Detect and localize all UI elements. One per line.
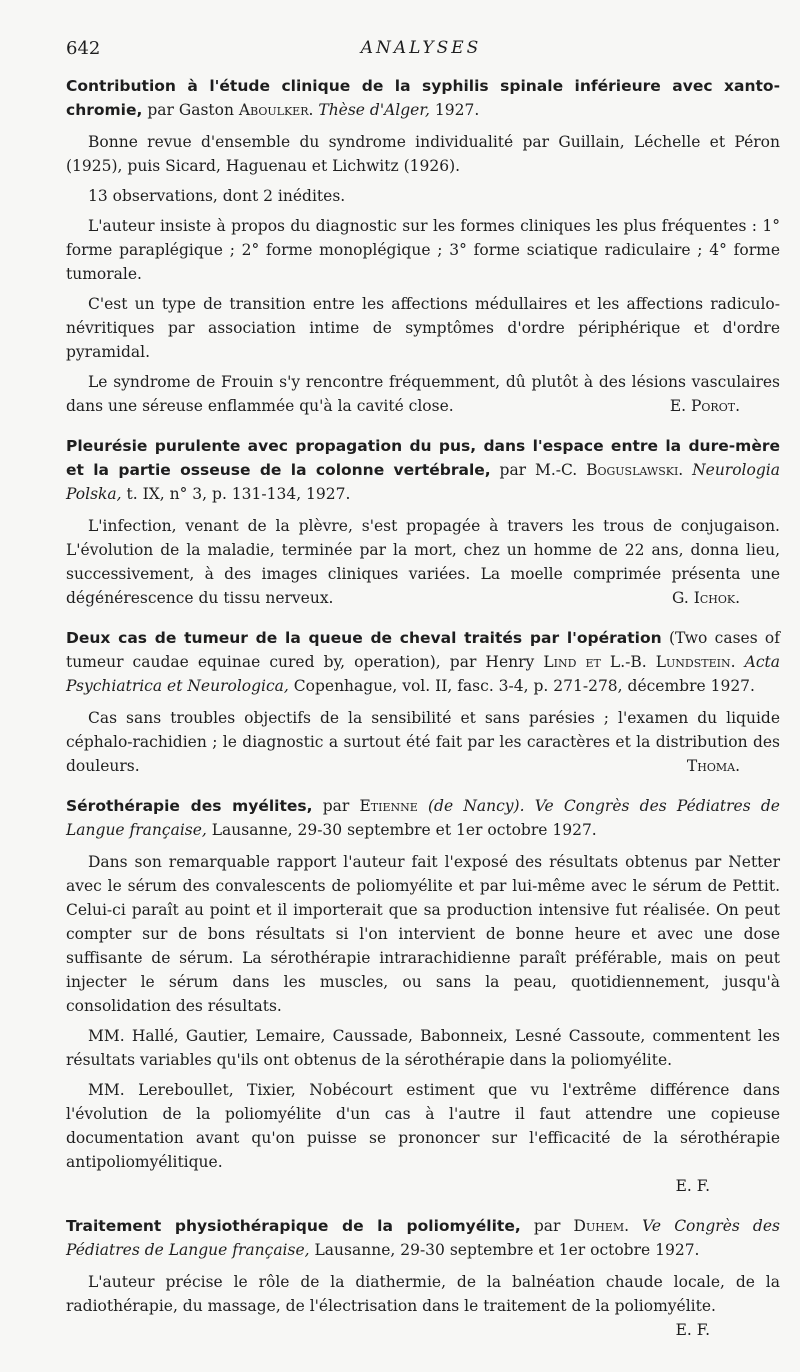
article-title: Traitement physiothérapique de la poliomyélite,	[66, 1217, 521, 1235]
article-paragraph: 13 observations, dont 2 inédites.	[88, 187, 346, 205]
article-source: Acta Psychiatrica et Neurologica,	[66, 653, 780, 695]
article-title: Deux cas de tumeur de la queue de cheval traités par l'opération	[66, 629, 662, 647]
page-header	[66, 38, 776, 66]
article-paragraph: L'auteur précise le rôle de la diathermie, de la balnéation chaude locale, de la radiothérapie, du massage, de l'électrisation dans le traitement de la poliomyélite.	[66, 1273, 780, 1315]
article-paragraph-text: Le syndrome de Frouin s'y rencontre fréquemment, dû plutôt à des lésions vasculaires dans une séreuse enflammée qu'à la cavité close.	[66, 373, 780, 415]
article-pages: t. IX, n° 3, p. 131-134, 1927.	[126, 485, 351, 503]
article-title: Contribution à l'étude clinique de la syphilis spinale inférieure avec xanto-chromie,	[66, 77, 780, 119]
article-signature: E. F.	[675, 1177, 710, 1195]
page-number: 642	[66, 38, 101, 59]
article-by: par M.-C.	[499, 461, 578, 479]
article-heading	[66, 1214, 780, 1262]
article-heading	[66, 434, 780, 506]
running-title: ANALYSES	[360, 38, 482, 58]
article-paragraph: MM. Lereboullet, Tixier, Nobécourt estiment que vu l'extrême différence dans l'évolution de la poliomyélite d'un cas à l'autre il faut attendre une copieuse documentation avant qu'on puisse se prononcer sur l'efficacité de la sérothérapie antipoliomyélitique.	[66, 1081, 780, 1171]
article-title: Pleurésie purulente avec propagation du pus, dans l'espace entre la dure-mère et la partie osseuse de la colonne vertébrale,	[66, 437, 780, 479]
article-pages: Lausanne, 29-30 septembre et 1er octobre 1927.	[211, 821, 597, 839]
article-paragraph: MM. Hallé, Gautier, Lemaire, Caussade, Babonneix, Lesné Cassoute, commentent les résultats variables qu'ils ont obtenus de la sérothérapie dans la poliomyélite.	[66, 1027, 780, 1069]
article-heading	[66, 794, 780, 842]
article-pages: 1927.	[434, 101, 480, 119]
article	[66, 626, 780, 778]
article-title: Sérothérapie des myélites,	[66, 797, 313, 815]
article-signature: E. Porot.	[669, 397, 740, 415]
article-by: (Two cases of tumeur caudae equinae cured by, operation), par Henry	[66, 629, 780, 671]
article-pages: Copenhague, vol. II, fasc. 3-4, p. 271-278, décembre 1927.	[293, 677, 755, 695]
article-heading	[66, 74, 780, 122]
article-signature: E. F.	[675, 1321, 710, 1339]
article-author: Boguslawski.	[586, 461, 684, 479]
article-paragraph: L'auteur insiste à propos du diagnostic sur les formes cliniques les plus fréquentes : 1° forme paraplégique ; 2° forme monoplégique ; 3° forme sciatique radiculaire ; 4° forme tumorale.	[66, 217, 780, 283]
article-by: par Gaston	[147, 101, 234, 119]
article-paragraph: C'est un type de transition entre les affections médullaires et les affections radiculo-névritiques par association intime de symptômes d'ordre périphérique et d'ordre pyramidal.	[66, 295, 780, 361]
article-paragraph	[66, 370, 780, 418]
article-signature: Thoma.	[686, 757, 740, 775]
article-author: Etienne	[359, 797, 418, 815]
article-by: par	[533, 1217, 561, 1235]
article-author: Lind et L.-B. Lundstein.	[543, 653, 736, 671]
article-pages: Lausanne, 29-30 septembre et 1er octobre 1927.	[314, 1241, 700, 1259]
article-paragraph	[66, 514, 780, 610]
article-paragraph	[66, 706, 780, 778]
article	[66, 1214, 780, 1342]
article-list	[66, 74, 780, 1358]
article	[66, 434, 780, 610]
article-signature: G. Ichok.	[672, 589, 740, 607]
article-by: par	[322, 797, 350, 815]
article-author: Aboulker.	[238, 101, 314, 119]
article-heading	[66, 626, 780, 698]
article	[66, 74, 780, 418]
article-source: Ve Congrès des Pédiatres de Langue française,	[66, 1217, 780, 1259]
article-author: Duhem.	[573, 1217, 630, 1235]
article-paragraph: Bonne revue d'ensemble du syndrome individualité par Guillain, Léchelle et Péron (1925), puis Sicard, Haguenau et Lichwitz (1926).	[66, 133, 780, 175]
article-source: (de Nancy). Ve Congrès des Pédiatres de Langue française,	[66, 797, 780, 839]
article-paragraph-text: L'infection, venant de la plèvre, s'est propagée à travers les trous de conjugaison. L'évolution de la maladie, terminée par la mort, chez un homme de 22 ans, donna lieu, successivement, à des images cliniques variées. La moelle comprimée présenta une dégénérescence du tissu nerveux.	[66, 517, 780, 607]
article-paragraph: Dans son remarquable rapport l'auteur fait l'exposé des résultats obtenus par Netter avec le sérum des convalescents de poliomyélite et par lui-même avec le sérum de Pettit. Celui-ci paraît au point et il importerait que sa production intensive fut réalisée. On peut compter sur de bons résultats si l'on intervient de bonne heure et avec une dose suffisante de sérum. La sérothérapie intrarachidienne paraît préférable, mais on peut injecter le sérum dans les muscles, ou sans la peau, quotidiennement, jusqu'à consolidation des résultats.	[66, 853, 780, 1015]
article	[66, 794, 780, 1198]
article-source: Thèse d'Alger,	[318, 101, 430, 119]
article-paragraph-text: Cas sans troubles objectifs de la sensibilité et sans parésies ; l'examen du liquide céphalo-rachidien ; le diagnostic a surtout été fait par les caractères et la distribution des douleurs.	[66, 709, 780, 775]
article-source: Neurologia Polska,	[66, 461, 780, 503]
